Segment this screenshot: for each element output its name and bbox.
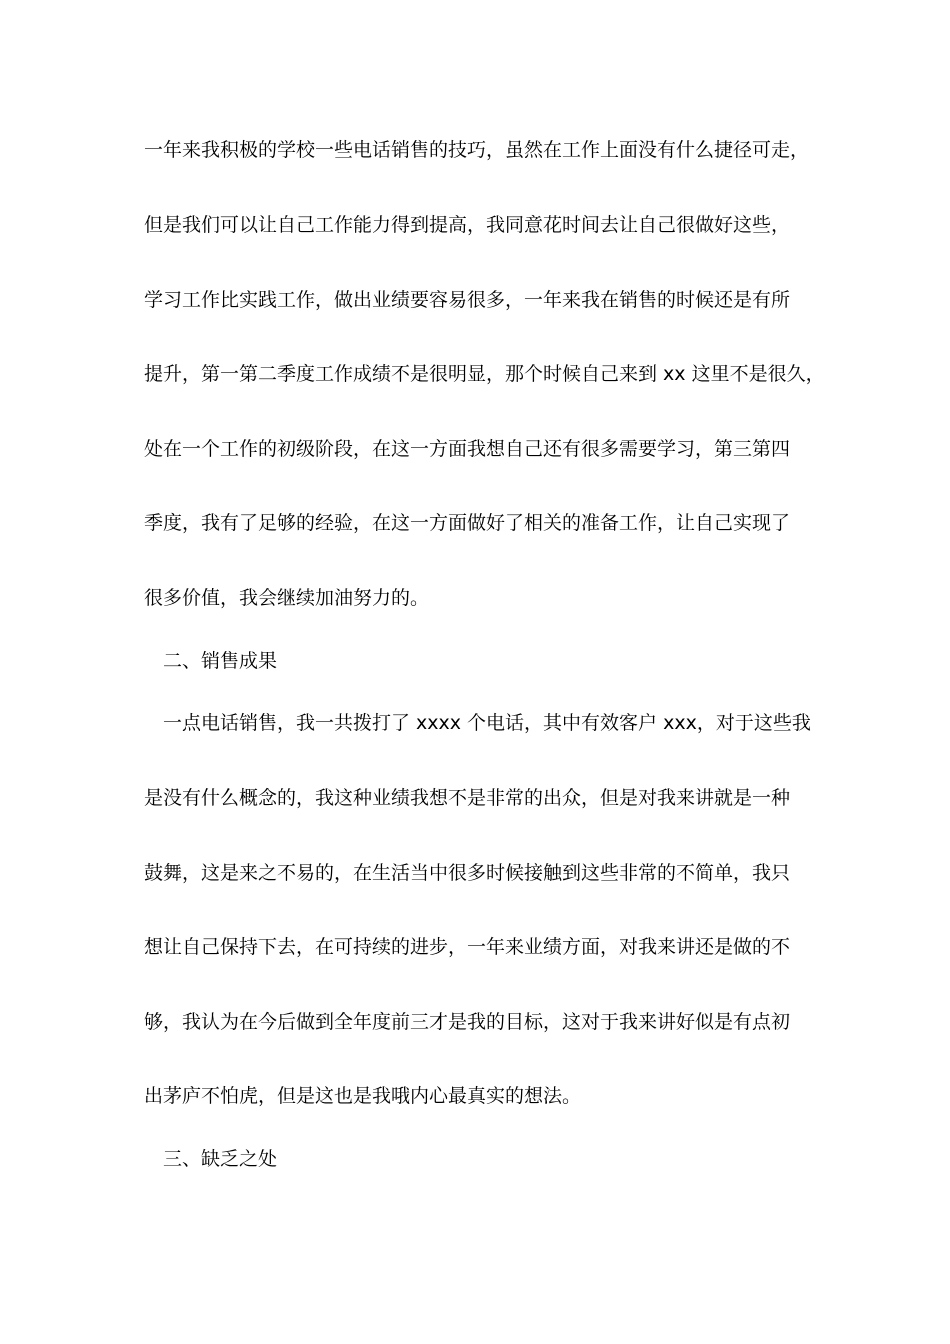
section-heading-shortcomings: 三、缺乏之处 xyxy=(163,1148,278,1170)
paragraph-line: 但是我们可以让自己工作能力得到提高，我同意花时间去让自己很做好这些， xyxy=(144,214,791,236)
paragraph-line: 处在一个工作的初级阶段，在这一方面我想自己还有很多需要学习，第三第四 xyxy=(144,438,791,460)
paragraph-line: 鼓舞，这是来之不易的，在生活当中很多时候接触到这些非常的不简单，我只 xyxy=(144,862,791,884)
paragraph-line: 学习工作比实践工作，做出业绩要容易很多，一年来我在销售的时候还是有所 xyxy=(144,289,791,311)
paragraph-line: 季度，我有了足够的经验，在这一方面做好了相关的准备工作，让自己实现了 xyxy=(144,512,791,534)
paragraph-line: 想让自己保持下去，在可持续的进步，一年来业绩方面，对我来讲还是做的不 xyxy=(144,936,791,958)
paragraph-line: 一年来我积极的学校一些电话销售的技巧，虽然在工作上面没有什么捷径可走， xyxy=(144,139,810,161)
paragraph-line: 够，我认为在今后做到全年度前三才是我的目标，这对于我来讲好似是有点初 xyxy=(144,1011,791,1033)
paragraph-line: 很多价值，我会继续加油努力的。 xyxy=(144,587,430,609)
paragraph-line: 是没有什么概念的，我这种业绩我想不是非常的出众，但是对我来讲就是一种 xyxy=(144,787,791,809)
section-heading-sales-results: 二、销售成果 xyxy=(163,650,278,672)
paragraph-line: 一点电话销售，我一共拨打了 xxxx 个电话，其中有效客户 xxx，对于这些我 xyxy=(163,712,811,734)
paragraph-line: 出茅庐不怕虎，但是这也是我哦内心最真实的想法。 xyxy=(144,1085,582,1107)
paragraph-line: 提升，第一第二季度工作成绩不是很明显，那个时候自己来到 xx 这里不是很久， xyxy=(144,363,825,385)
